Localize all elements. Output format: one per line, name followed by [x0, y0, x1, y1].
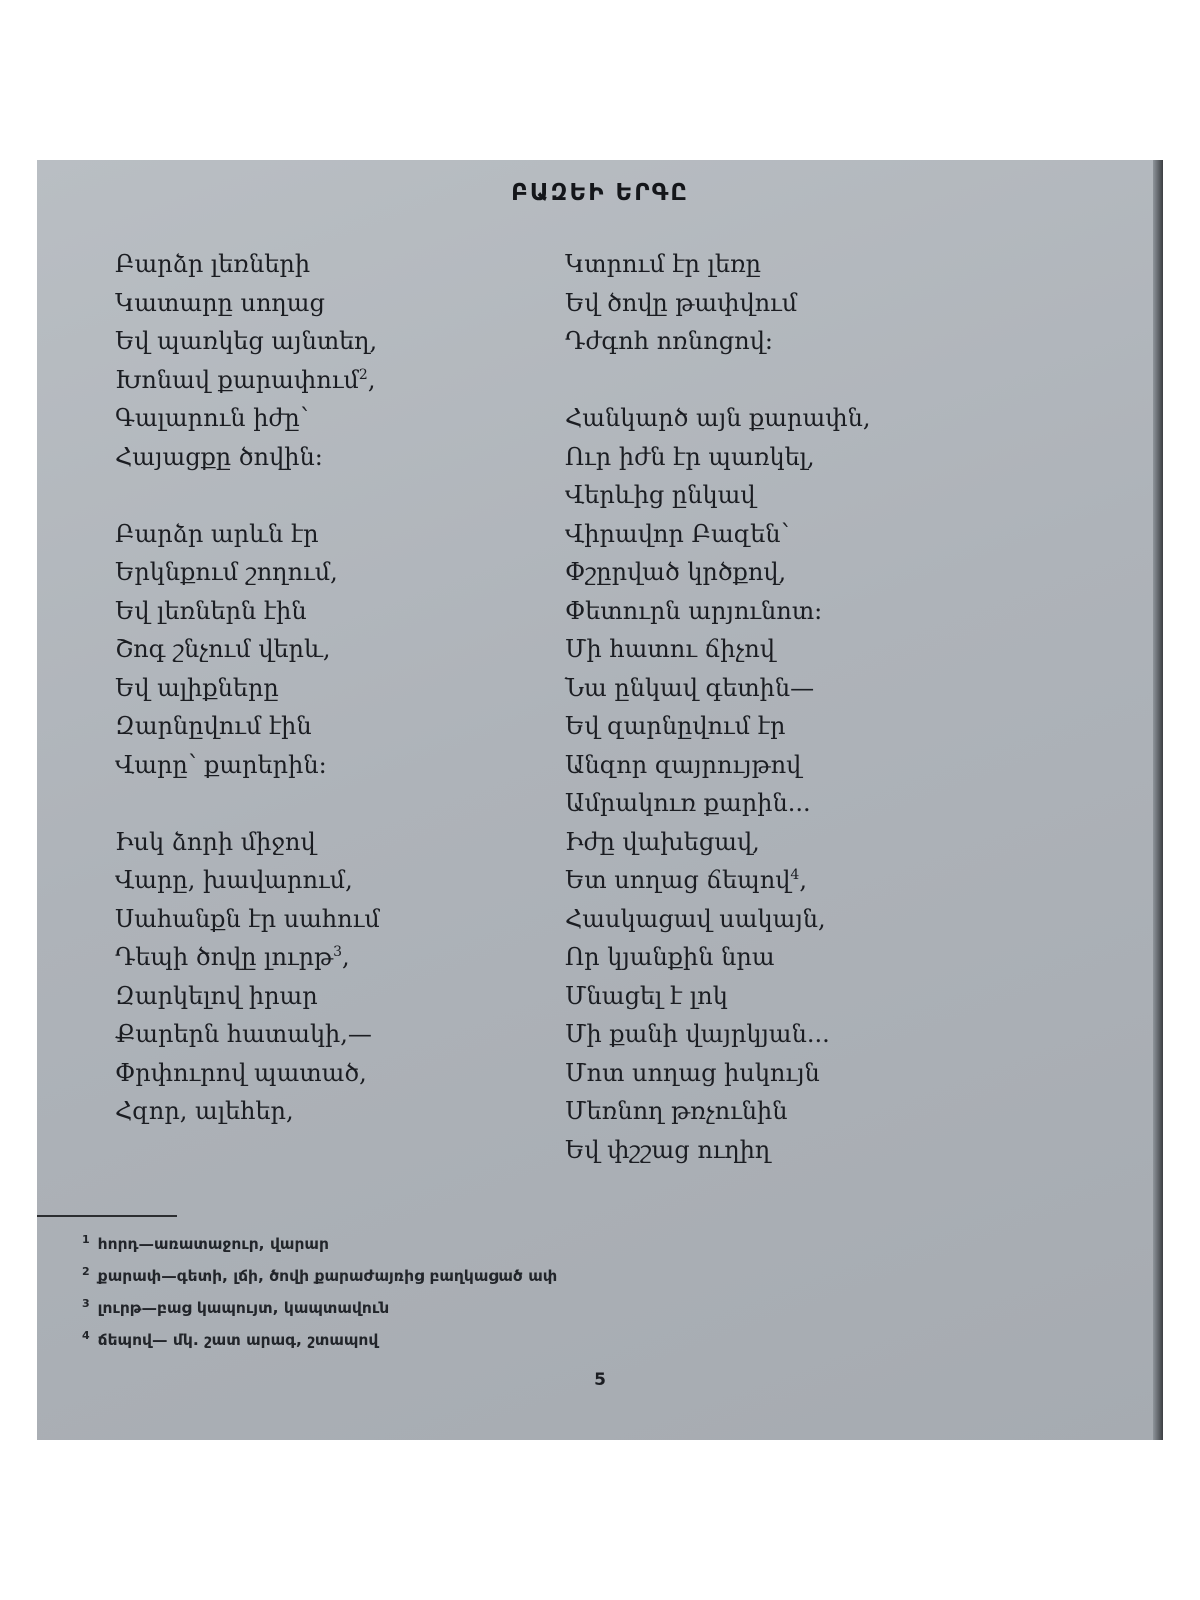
poem-line-text: Զարնըվում էին [115, 712, 312, 740]
poem-line-text: Իսկ ձորի միջով [115, 827, 316, 856]
poem-line [565, 746, 870, 785]
poem-line-text: Սահանքն էր սահում [115, 904, 380, 933]
poem-line [115, 438, 380, 477]
left-column [115, 245, 380, 1131]
poem-line [565, 630, 870, 669]
poem-title: ԲԱԶԵԻ ԵՐԳԸ [511, 180, 689, 206]
poem-line-text: Եվ ալիքները [115, 673, 279, 702]
poem-line [565, 1131, 870, 1170]
punctuation: , [342, 943, 350, 971]
poem-line-text: Քարերն հատակի,— [115, 1020, 372, 1048]
footnote-marker: 3 [333, 944, 342, 960]
poem-line-text: Գալարուն իժը՝ [115, 404, 309, 432]
poem-line-text: Երկնքում շողում, [115, 558, 338, 586]
footnote-number: 2 [82, 1264, 90, 1278]
poem-line [565, 977, 870, 1016]
poem-line-text: Փրփուրով պատած, [115, 1058, 367, 1087]
poem-line [115, 746, 380, 785]
poem-line-text: Եվ զարնըվում էր [565, 712, 786, 740]
poem-line-text: Կտրում էր լեռը [565, 250, 762, 278]
poem-line [115, 245, 380, 284]
poem-line [565, 284, 870, 323]
footnotes [82, 1228, 557, 1356]
footnote [82, 1228, 557, 1260]
poem-line [565, 823, 870, 862]
poem-line-text: Շոգ շնչում վերև, [115, 635, 331, 663]
poem-line [565, 322, 870, 361]
poem-line [565, 438, 870, 477]
footnote-divider [37, 1215, 177, 1217]
footnote-marker: 2 [358, 366, 368, 383]
poem-line [115, 1054, 380, 1093]
poem-line-text: Մի քանի վայրկյան... [565, 1020, 830, 1048]
right-column [565, 245, 870, 1169]
poem-line-text: Վարը, խավարում, [115, 866, 353, 894]
poem-line [115, 900, 380, 939]
poem-line [565, 707, 870, 746]
poem-line-text: Մեռնող թռչունին [565, 1097, 788, 1125]
footnote-text: ճեպով— մկ. շատ արագ, շտապով [97, 1331, 379, 1349]
footnote-number: 1 [82, 1232, 90, 1246]
poem-line-text: Վերևից ընկավ [565, 481, 756, 509]
poem-line [115, 284, 380, 323]
poem-line [115, 553, 380, 592]
poem-line [565, 1092, 870, 1131]
footnote-number: 4 [82, 1328, 90, 1342]
poem-line-text: Հզոր, ալեհեր, [115, 1097, 294, 1125]
footnote-text: հորդ—առատաջուր, վարար [97, 1235, 329, 1253]
poem-line-text: Բարձր արևն էր [115, 519, 319, 548]
stanza-gap [115, 476, 380, 515]
poem-line [565, 900, 870, 939]
poem-line [115, 515, 380, 554]
poem-line-text: Վիրավոր Բազեն՝ [565, 519, 790, 548]
poem-line [565, 784, 870, 823]
poem-line-text: Մի հատու ճիչով [565, 635, 775, 663]
poem-line-text: Հայացքը ծովին: [115, 442, 323, 471]
poem-line [565, 515, 870, 554]
poem-line-text: Փետուրն արյունոտ: [565, 596, 823, 625]
poem-line [115, 592, 380, 631]
page-number: 5 [594, 1370, 606, 1390]
poem-line [115, 823, 380, 862]
poem-line-text: Վարը՝ քարերին: [115, 750, 327, 779]
poem-line [115, 399, 380, 438]
poem-line [565, 669, 870, 708]
poem-line [565, 1015, 870, 1054]
poem-line [115, 669, 380, 708]
poem-line-text: Բարձր լեռների [115, 250, 311, 278]
poem-line-text: Իժը վախեցավ, [565, 827, 760, 856]
poem-line [565, 938, 870, 977]
poem-line-text: Հանկարծ այն քարափն, [565, 404, 871, 432]
poem-line [565, 1054, 870, 1093]
stanza-gap [565, 361, 870, 400]
poem-line [115, 361, 380, 400]
footnote-text: քարափ—գետի, լճի, ծովի քարաժայռից բաղկացած ափ [97, 1267, 558, 1285]
poem-line [565, 399, 870, 438]
page-photo [37, 160, 1163, 1440]
poem-line-text: Անզոր զայրույթով [565, 750, 802, 779]
poem-line [115, 1092, 380, 1131]
footnote-number: 3 [82, 1296, 90, 1310]
poem-line [115, 861, 380, 900]
poem-line [565, 476, 870, 515]
book-edge-shadow [1153, 160, 1163, 1440]
poem-line [115, 977, 380, 1016]
poem-line [565, 861, 870, 900]
footnote-text: լուրթ—բաց կապույտ, կապտավուն [97, 1299, 390, 1317]
punctuation: , [799, 866, 807, 894]
poem-line-text: Փշըրված կրծքով, [565, 558, 787, 586]
poem-line-text: Եվ լեռներն էին [115, 596, 307, 625]
poem-line-text: Եվ պառկեց այնտեղ, [115, 327, 378, 355]
stanza-gap [115, 784, 380, 823]
footnote [82, 1260, 557, 1292]
poem-line-text: Եվ ծովը թափվում [565, 288, 798, 317]
poem-line [115, 707, 380, 746]
footnote [82, 1324, 557, 1356]
poem-line [565, 245, 870, 284]
poem-line [565, 592, 870, 631]
poem-line-text: Զարկելով իրար [115, 981, 318, 1010]
poem-line [115, 630, 380, 669]
poem-line-text: Ամրակուռ քարին... [565, 789, 811, 817]
poem-line-text: Դեպի ծովը լուրթ [115, 943, 334, 971]
poem-line-text: Դժգոհ ոռնոցով: [565, 327, 773, 355]
poem-line [115, 322, 380, 361]
poem-line-text: Ուր իժն էր պառկել, [565, 442, 815, 471]
footnote-marker: 4 [790, 867, 800, 883]
footnote [82, 1292, 557, 1324]
poem-line-text: Նա ընկավ գետին— [565, 673, 815, 702]
poem-line [115, 1015, 380, 1054]
poem-line [115, 938, 380, 977]
poem-line-text: Կատարը սողաց [115, 288, 325, 317]
poem-line-text: Մնացել է լոկ [565, 981, 728, 1010]
poem-line [565, 553, 870, 592]
punctuation: , [367, 365, 376, 394]
poem-line-text: Ետ սողաց ճեպով [565, 866, 791, 894]
poem-line-text: Որ կյանքին նրա [565, 943, 775, 971]
poem-line-text: Մոտ սողաց իսկույն [565, 1058, 820, 1087]
poem-line-text: Եվ փշշաց ուղիղ [565, 1135, 771, 1164]
poem-line-text: Խոնավ քարափում [115, 365, 359, 394]
poem-line-text: Հասկացավ սակայն, [565, 904, 826, 933]
